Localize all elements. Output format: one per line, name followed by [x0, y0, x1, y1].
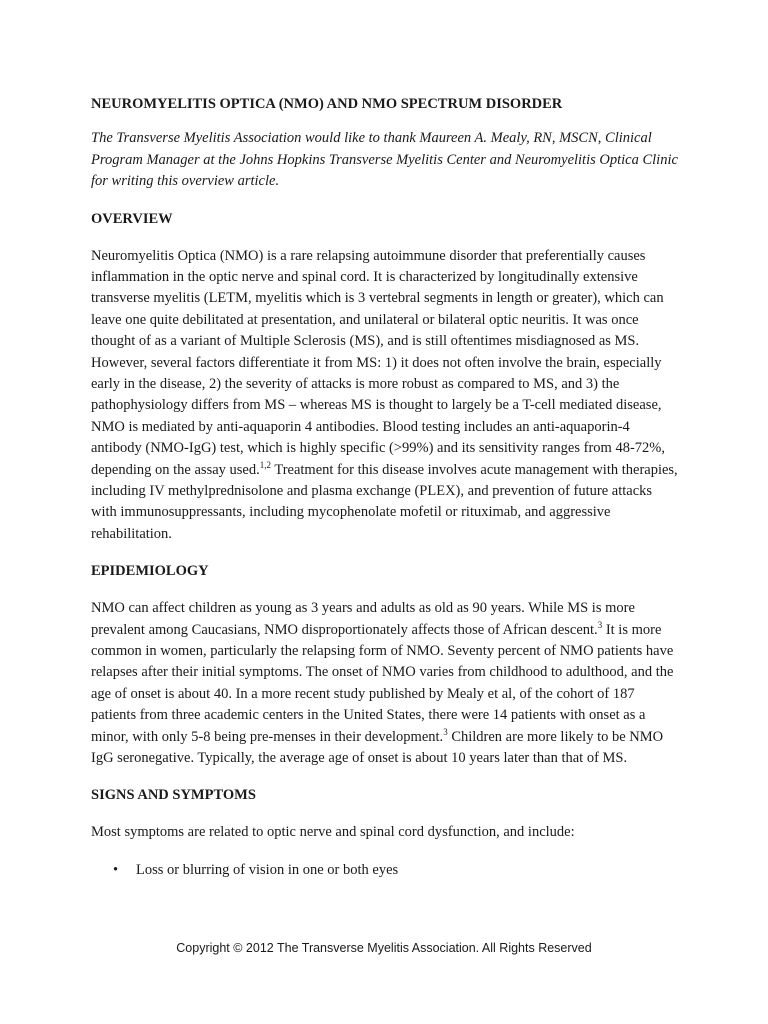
symptom-list	[91, 860, 681, 881]
list-item	[91, 860, 681, 881]
bullet-icon: •	[113, 861, 119, 878]
copyright-footer: Copyright © 2012 The Transverse Myelitis Association. All Rights Reserved	[176, 941, 592, 955]
overview-paragraph	[91, 246, 681, 546]
intro-paragraph: The Transverse Myelitis Association would like to thank Maureen A. Mealy, RN, MSCN, Clinical Program Manager at the Johns Hopkins Transverse Myelitis Center and Neuromyelitis Optica Clinic for writing this overview article.	[91, 130, 678, 189]
signs-paragraph: Most symptoms are related to optic nerve and spinal cord dysfunction, and include:	[91, 824, 575, 841]
epidemiology-text-cont2: Children are more likely to be NMO IgG seronegative. Typically, the average age of onset is about 10 years later than that of MS.	[91, 728, 664, 767]
list-item-text: Loss or blurring of vision in one or both eyes	[136, 861, 399, 878]
reference-superscript: 1,2	[259, 459, 271, 470]
epidemiology-paragraph	[91, 598, 681, 769]
reference-superscript: 3	[443, 726, 448, 737]
signs-heading: SIGNS AND SYMPTOMS	[91, 787, 256, 804]
overview-text: Neuromyelitis Optica (NMO) is a rare relapsing autoimmune disorder that preferentially causes inflammation in the optic nerve and spinal cord. It is characterized by longitudinally extensive transverse myelitis (LETM, myelitis which is 3 vertebral segments in length or greater), which can leave one quite debilitated at presentation, and unilateral or bilateral optic neuritis. It was once thought of as a variant of Multiple Sclerosis (MS), and is still oftentimes misdiagnosed as MS. However, several factors differentiate it from MS: 1) it does not often involve the brain, especially early in the disease, 2) the severity of attacks is more robust as compared to MS, and 3) the pathophysiology differs from MS – whereas MS is thought to largely be a T-cell mediated disease, NMO is mediated by anti-aquaporin 4 antibodies. Blood testing includes an anti-aquaporin-4 antibody (NMO-IgG) test, which is highly specific (>99%) and its sensitivity ranges from 48-72%, depending on the assay used.	[91, 247, 665, 478]
epidemiology-text-cont: It is more common in women, particularly the relapsing form of NMO. Seventy percent of NMO patients have relapses after their initial symptoms. The onset of NMO varies from childhood to adulthood, and the age of onset is about 40. In a more recent study published by Mealy et al, of the cohort of 187 patients from three academic centers in the United States, there were 14 patients with onset as a minor, with only 5-8 being pre-menses in their development.	[91, 621, 674, 745]
document-title: NEUROMYELITIS OPTICA (NMO) AND NMO SPECTRUM DISORDER	[91, 96, 563, 112]
epidemiology-text: NMO can affect children as young as 3 years and adults as old as 90 years. While MS is more prevalent among Caucasians, NMO disproportionately affects those of African descent.	[91, 600, 635, 638]
epidemiology-heading: EPIDEMIOLOGY	[91, 563, 209, 580]
reference-superscript: 3	[597, 619, 603, 630]
overview-heading: OVERVIEW	[91, 210, 173, 227]
overview-text-cont: Treatment for this disease involves acute management with therapies, including IV methylprednisolone and plasma exchange (PLEX), and prevention of future attacks with immunosuppressants, including mycophenolate mofetil or rituximab, and aggressive rehabilitation.	[91, 461, 678, 542]
document-body	[91, 94, 681, 881]
